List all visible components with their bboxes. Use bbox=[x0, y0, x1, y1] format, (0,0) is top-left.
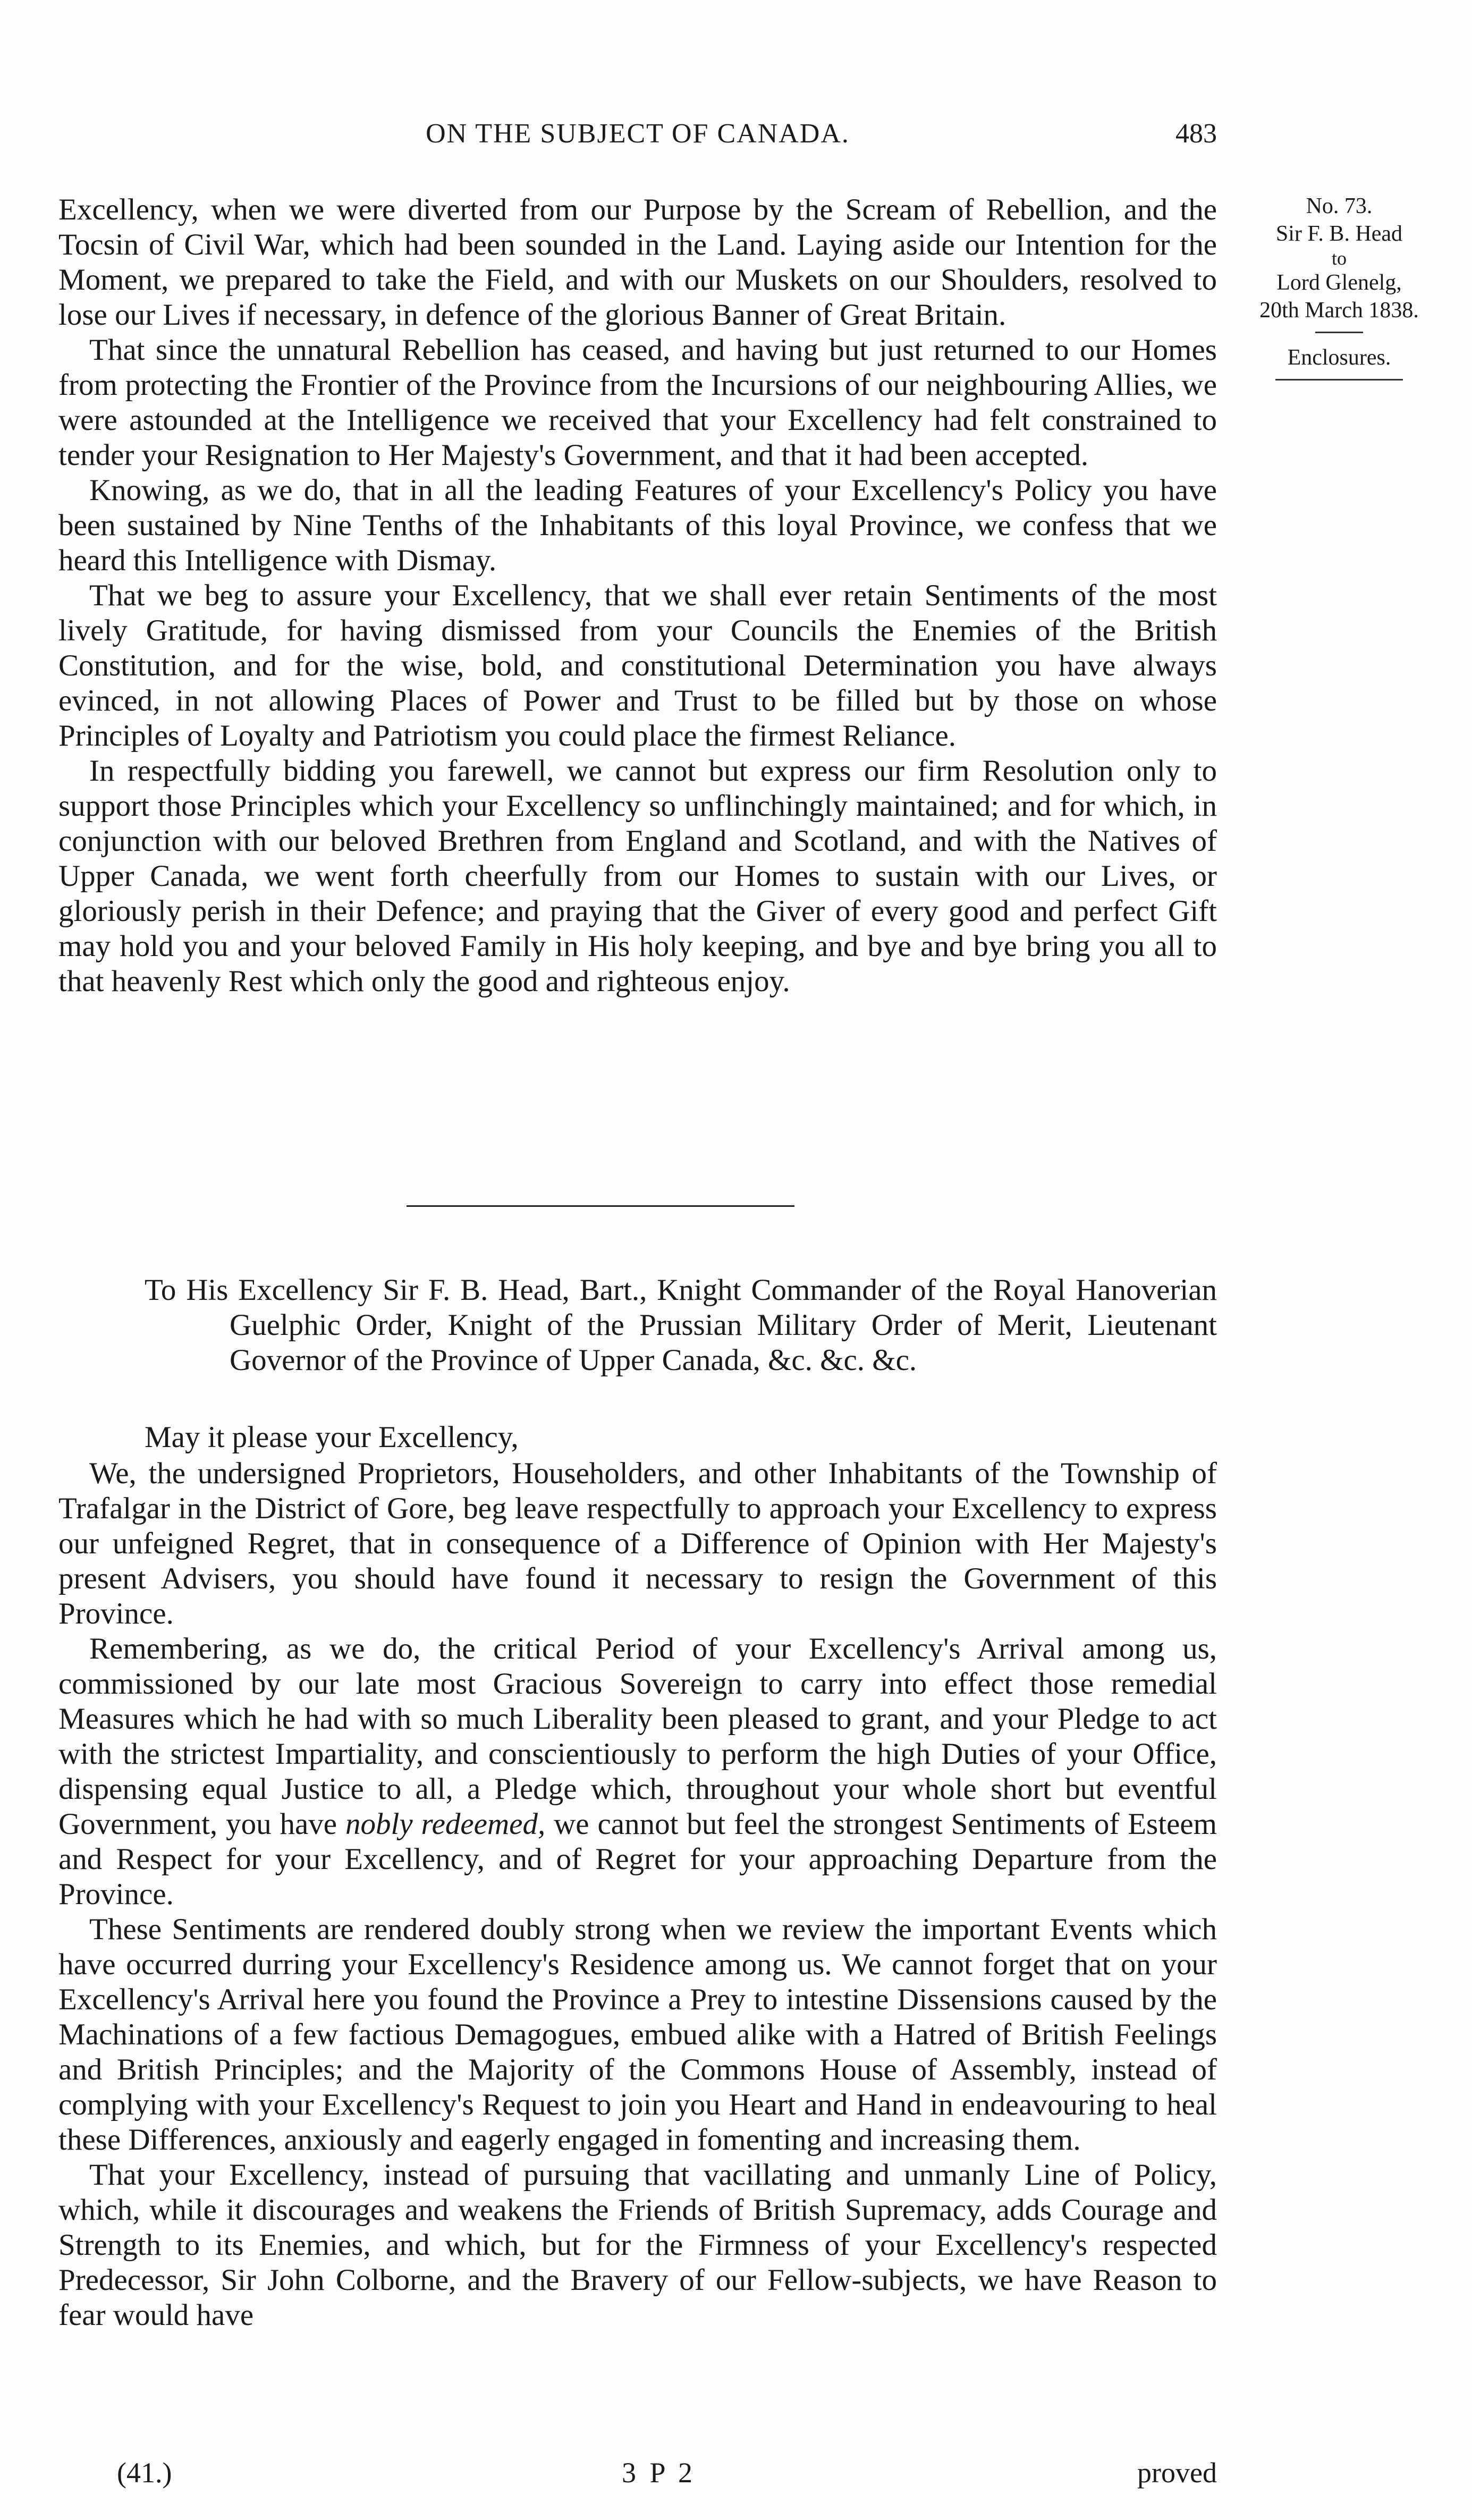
address-one-paragraph: That since the unnatural Rebellion has ceased, and having but just returned to our Homes from protecting the Frontier of the Province from the Incursions of our neighbouring Allies, we were astounded at the Intelligence we received that your Excellency had felt constrained to tender your Resignation to Her Majesty's Government, and that it had been accepted. bbox=[58, 333, 1217, 472]
page-header bbox=[58, 118, 1217, 155]
printer-signature: 3 P 2 bbox=[622, 2457, 696, 2489]
catchword: proved bbox=[1137, 2457, 1217, 2489]
margin-note-date: 20th March 1838. bbox=[1259, 298, 1419, 323]
address-one-paragraph: Knowing, as we do, that in all the leading Features of your Excellency's Policy you have been sustained by Nine Tenths of the Inhabitants of this loyal Province, we confess that we heard this Intelligence with Dismay. bbox=[58, 473, 1217, 577]
emphasized-text: nobly redeemed, bbox=[345, 1807, 546, 1841]
salutation: May it please your Excellency, bbox=[145, 1420, 519, 1454]
address-one-paragraph: In respectfully bidding you farewell, we cannot but express our firm Resolution only to support those Principles which your Excellency so unflinchingly maintained; and for which, in conjunction with our beloved Brethren from England and Scotland, and with the Natives of Upper Canada, we went forth cheerfully from our Homes to sustain with our Lives, or gloriously perish in their Defence; and praying that the Giver of every good and perfect Gift may hold you and your beloved Family in His holy keeping, and bye and bye bring you all to that heavenly Rest which only the good and righteous enjoy. bbox=[58, 754, 1217, 998]
sheet-number: (41.) bbox=[117, 2457, 172, 2489]
address-two-paragraph: That your Excellency, instead of pursuing that vacillating and unmanly Line of Policy, which, while it discourages and weakens the Friends of British Supremacy, adds Courage and Strength to its Enemies, and which, but for the Firmness of your Excellency's respected Predecessor, Sir John Colborne, and the Bravery of our Fellow-subjects, we have Reason to fear would have bbox=[58, 2158, 1217, 2332]
address-two-paragraph: These Sentiments are rendered doubly strong when we review the important Events which have occurred durring your Excellency's Residence among us. We cannot forget that on your Excellency's Arrival here you found the Province a Prey to intestine Dissensions caused by the Machinations of a few factious Demagogues, embued alike with a Hatred of British Feelings and British Principles; and the Majority of the Commons House of Assembly, instead of complying with your Excellency's Request to join you Heart and Hand in endeavouring to heal these Differences, anxiously and eagerly engaged in fomenting and increasing them. bbox=[58, 1913, 1217, 2157]
margin-note-divider bbox=[1315, 332, 1363, 333]
address-one-paragraph: Excellency, when we were diverted from our Purpose by the Scream of Rebellion, and the Tocsin of Civil War, which had been sounded in the Land. Laying aside our Intention for the Moment, we prepared to take the Field, and with our Muskets on our Shoulders, resolved to lose our Lives if necessary, in defence of the glorious Banner of Great Britain. bbox=[58, 193, 1217, 332]
address-two-paragraph: We, the undersigned Proprietors, Householders, and other Inhabitants of the Township of Trafalgar in the District of Gore, beg leave respectfully to approach your Excellency to express our unfeigned Regret, that in consequence of a Difference of Opinion with Her Majesty's present Advisers, you should have found it necessary to resign the Government of this Province. bbox=[58, 1457, 1217, 1630]
section-separator bbox=[407, 1205, 794, 1207]
margin-note-recipient: Lord Glenelg, bbox=[1276, 270, 1402, 295]
paragraph-text: we cannot but feel the strongest Sentiments of Esteem and Respect for your Excellency, and of Regret for your approaching Departure from the Province. bbox=[58, 1807, 1217, 1911]
address-one-paragraph: That we beg to assure your Excellency, that we shall ever retain Sentiments of the most lively Gratitude, for having dismissed from your Councils the Enemies of the British Constitution, and for the wise, bold, and constitutional Determination you have always evinced, in not allowing Places of Power and Trust to be filled but by those on whose Principles of Loyalty and Patriotism you could place the firmest Reliance. bbox=[58, 579, 1217, 752]
running-title: ON THE SUBJECT OF CANADA. bbox=[426, 119, 850, 149]
address-two-body bbox=[58, 1456, 1217, 2333]
margin-note bbox=[1241, 192, 1437, 380]
address-one-body bbox=[58, 192, 1217, 999]
page-number: 483 bbox=[1175, 119, 1217, 149]
paragraph-text: Remembering, as we do, the critical Period of your Excellency's Arrival among us, commissioned by our late most Gracious Sovereign to carry into effect those remedial Measures which he had with so much Liberality been pleased to grant, and your Pledge to act with the strictest Impartiality, and conscientiously to perform the high Duties of your Office, dispensing equal Justice to all, a Pledge which, throughout your whole short but eventful Government, you have bbox=[58, 1632, 1217, 1841]
page-footer bbox=[58, 2456, 1217, 2493]
margin-note-enclosures: Enclosures. bbox=[1287, 345, 1391, 370]
margin-note-to: to bbox=[1331, 248, 1347, 269]
margin-note-rule bbox=[1275, 379, 1403, 380]
margin-note-from: Sir F. B. Head bbox=[1275, 222, 1403, 246]
addressee-block: To His Excellency Sir F. B. Head, Bart., Knight Commander of the Royal Hanoverian Guelphic Order, Knight of the Prussian Military Order of Merit, Lieutenant Governor of the Province of Upper Canada, &c. &c. &c. bbox=[145, 1273, 1217, 1377]
margin-note-number: No. 73. bbox=[1306, 194, 1373, 218]
address-two-paragraph bbox=[58, 1631, 1217, 1912]
